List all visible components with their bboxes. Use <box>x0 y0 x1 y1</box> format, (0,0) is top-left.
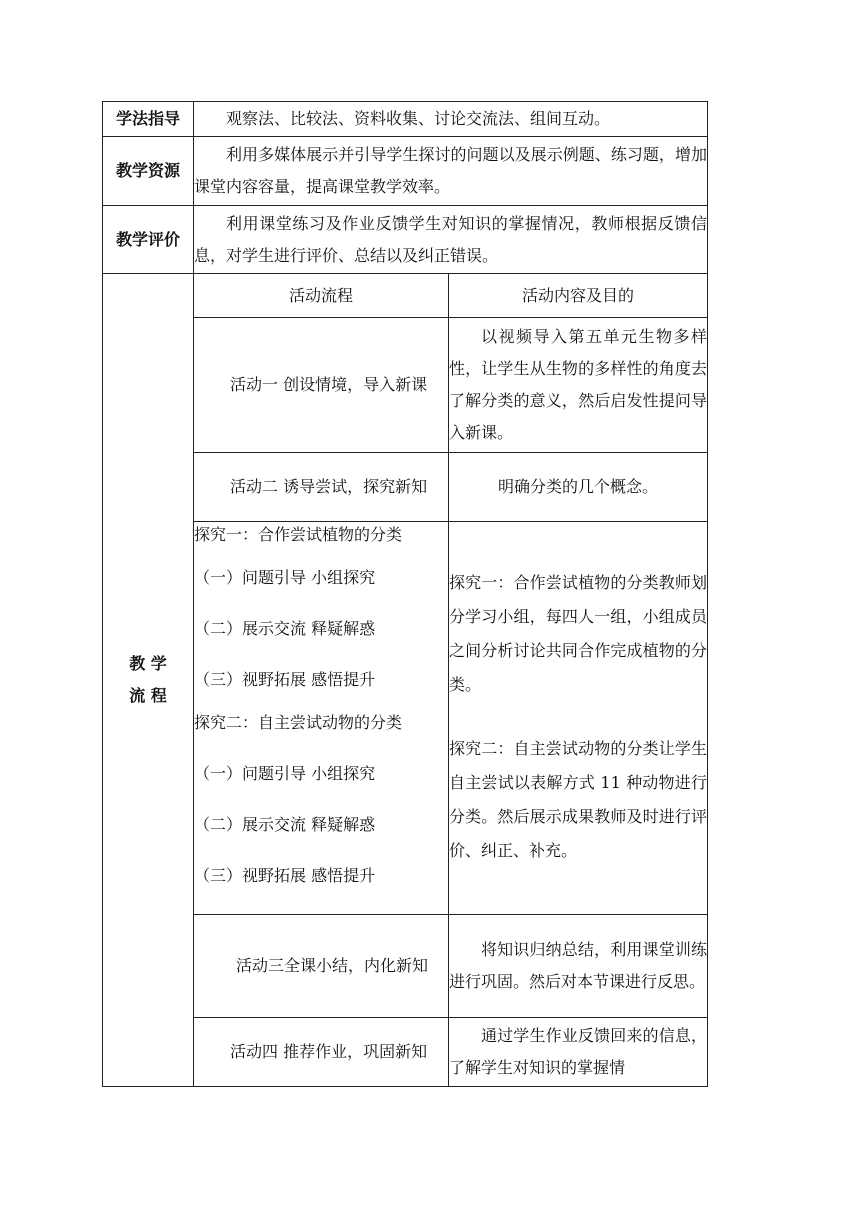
activity3-flow: 活动三全课小结，内化新知 <box>194 915 449 1018</box>
resources-content: 利用多媒体展示并引导学生探讨的问题以及展示例题、练习题，增加课堂内容容量，提高课堂教学效率。 <box>194 137 708 206</box>
evaluation-label: 教学评价 <box>103 206 194 274</box>
activity2-flow: 活动二 诱导尝试，探究新知 <box>194 453 449 522</box>
explore2-step3: （三）视野拓展 感悟提升 <box>194 866 376 885</box>
activity1-content: 以视频导入第五单元生物多样性，让学生从生物的多样性的角度去了解分类的意义，然后启发性提问导入新课。 <box>449 318 708 453</box>
evaluation-content: 利用课堂练习及作业反馈学生对知识的掌握情况，教师根据反馈信息，对学生进行评价、总结以及纠正错误。 <box>194 206 708 274</box>
row-resources <box>103 137 708 206</box>
resources-label: 教学资源 <box>103 137 194 206</box>
row-evaluation <box>103 206 708 274</box>
explore-steps <box>194 522 449 915</box>
explore1-step1: （一）问题引导 小组探究 <box>194 568 376 587</box>
explore-content <box>449 522 708 915</box>
process-label-line1: 教 学 <box>129 654 167 673</box>
explore2-description: 探究二：自主尝试动物的分类让学生自主尝试以表解方式 11 种动物进行分类。然后展示成果教师及时进行评价、纠正、补充。 <box>449 739 708 860</box>
row-explore <box>103 522 708 915</box>
explore2-step1: （一）问题引导 小组探究 <box>194 764 376 783</box>
header-content: 活动内容及目的 <box>449 274 708 318</box>
row-activity3 <box>103 915 708 1018</box>
activity2-content: 明确分类的几个概念。 <box>449 453 708 522</box>
header-flow: 活动流程 <box>194 274 449 318</box>
explore1-step3: （三）视野拓展 感悟提升 <box>194 670 376 689</box>
activity4-content: 通过学生作业反馈回来的信息，了解学生对知识的掌握情 <box>449 1018 708 1087</box>
activity4-flow: 活动四 推荐作业，巩固新知 <box>194 1018 449 1087</box>
row-activity2 <box>103 453 708 522</box>
method-label: 学法指导 <box>103 102 194 137</box>
row-process-header <box>103 274 708 318</box>
explore2-title: 探究二：自主尝试动物的分类 <box>194 713 403 732</box>
explore2-step2: （二）展示交流 释疑解惑 <box>194 815 376 834</box>
explore1-title: 探究一：合作尝试植物的分类 <box>194 525 403 544</box>
explore1-description: 探究一：合作尝试植物的分类教师划分学习小组，每四人一组，小组成员之间分析讨论共同合作完成植物的分类。 <box>449 573 708 694</box>
explore1-step2: （二）展示交流 释疑解惑 <box>194 619 376 638</box>
process-label-line2: 流 程 <box>129 686 167 705</box>
method-content: 观察法、比较法、资料收集、讨论交流法、组间互动。 <box>194 102 708 137</box>
row-method <box>103 102 708 137</box>
lesson-plan-table <box>102 101 708 1087</box>
activity1-flow: 活动一 创设情境，导入新课 <box>194 318 449 453</box>
process-label <box>103 274 194 1087</box>
activity3-content: 将知识归纳总结，利用课堂训练进行巩固。然后对本节课进行反思。 <box>449 915 708 1018</box>
row-activity1 <box>103 318 708 453</box>
row-activity4 <box>103 1018 708 1087</box>
